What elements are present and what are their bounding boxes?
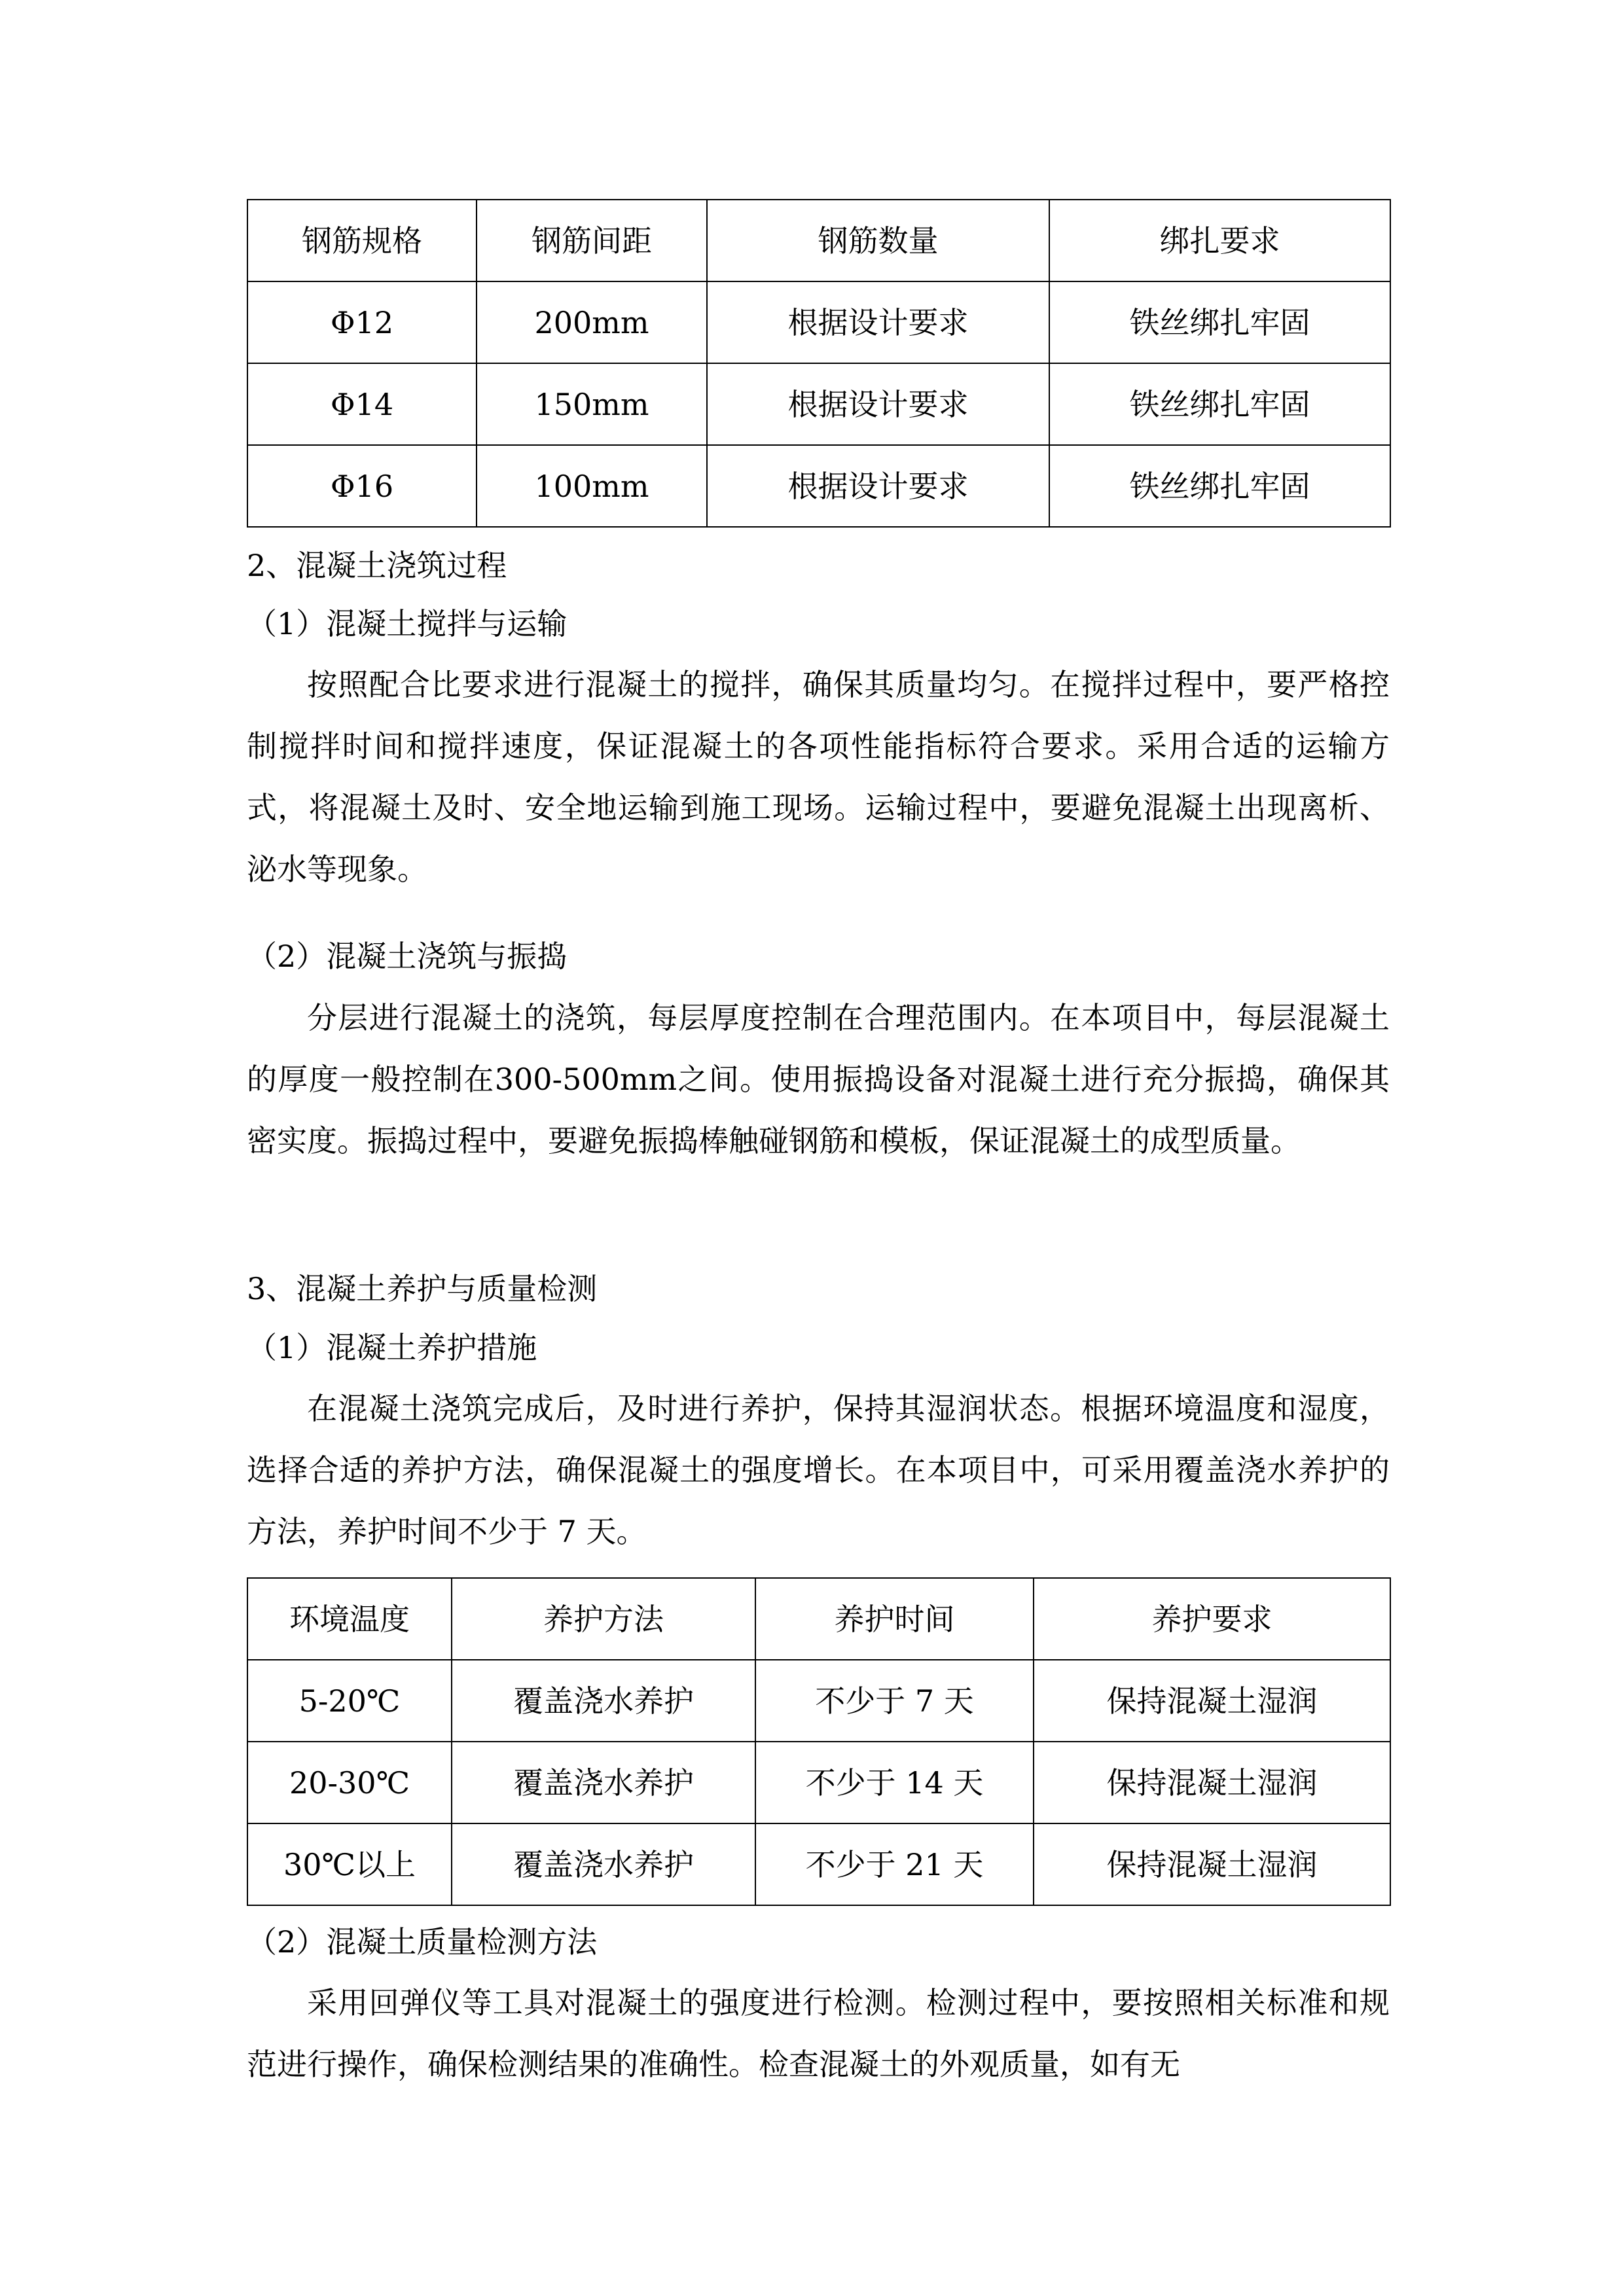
curing-table xyxy=(247,1577,1391,1906)
table-cell: Φ16 xyxy=(247,445,477,527)
table-row xyxy=(247,1660,1390,1742)
table-header-cell: 养护时间 xyxy=(755,1578,1034,1660)
table-cell: 不少于 7 天 xyxy=(755,1660,1034,1742)
table-cell: 根据设计要求 xyxy=(707,445,1049,527)
paragraph-curing: 在混凝土浇筑完成后，及时进行养护，保持其湿润状态。根据环境温度和湿度，选择合适的养护方法，确保混凝土的强度增长。在本项目中，可采用覆盖浇水养护的方法，养护时间不少于 7 天。 xyxy=(247,1391,1390,1549)
paragraph-quality-inspection: 采用回弹仪等工具对混凝土的强度进行检测。检测过程中，要按照相关标准和规范进行操作，确保检测结果的准确性。检查混凝土的外观质量，如有无 xyxy=(247,1985,1390,2082)
table-header-cell: 钢筋间距 xyxy=(477,200,707,281)
table-row xyxy=(247,281,1390,363)
table-cell: 5-20℃ xyxy=(247,1660,452,1742)
table-cell: 20-30℃ xyxy=(247,1742,452,1823)
table-cell: Φ12 xyxy=(247,281,477,363)
section-heading-3: 3、混凝土养护与质量检测 xyxy=(247,1271,598,1306)
paragraph-pouring-vibrating: 分层进行混凝土的浇筑，每层厚度控制在合理范围内。在本项目中，每层混凝土的厚度一般控制在300-500mm之间。使用振捣设备对混凝土进行充分振捣，确保其密实度。振捣过程中，要避免振捣棒触碰钢筋和模板，保证混凝土的成型质量。 xyxy=(247,1000,1390,1158)
table-header-row xyxy=(247,1578,1390,1660)
table-header-row xyxy=(247,200,1390,281)
table-cell: 不少于 14 天 xyxy=(755,1742,1034,1823)
table-cell: 覆盖浇水养护 xyxy=(452,1742,755,1823)
table-row xyxy=(247,363,1390,445)
table-header-cell: 环境温度 xyxy=(247,1578,452,1660)
rebar-spec-table xyxy=(247,199,1391,528)
table-header-cell: 养护要求 xyxy=(1034,1578,1390,1660)
table-cell: 保持混凝土湿润 xyxy=(1034,1823,1390,1905)
table-cell: 铁丝绑扎牢固 xyxy=(1049,445,1390,527)
subsection-heading-2-1: （1）混凝土搅拌与运输 xyxy=(247,606,568,641)
table-cell: 铁丝绑扎牢固 xyxy=(1049,281,1390,363)
table-row xyxy=(247,445,1390,527)
table-cell: 保持混凝土湿润 xyxy=(1034,1742,1390,1823)
table-header-cell: 钢筋数量 xyxy=(707,200,1049,281)
table-cell: 30℃以上 xyxy=(247,1823,452,1905)
table-header-cell: 钢筋规格 xyxy=(247,200,477,281)
paragraph-mixing-transport: 按照配合比要求进行混凝土的搅拌，确保其质量均匀。在搅拌过程中，要严格控制搅拌时间和搅拌速度，保证混凝土的各项性能指标符合要求。采用合适的运输方式，将混凝土及时、安全地运输到施工现场。运输过程中，要避免混凝土出现离析、泌水等现象。 xyxy=(247,667,1390,887)
section-heading-2: 2、混凝土浇筑过程 xyxy=(247,548,507,583)
table-cell: Φ14 xyxy=(247,363,477,445)
table-cell: 覆盖浇水养护 xyxy=(452,1823,755,1905)
subsection-heading-2-2: （2）混凝土浇筑与振捣 xyxy=(247,939,568,974)
table-cell: 150mm xyxy=(477,363,707,445)
table-row xyxy=(247,1742,1390,1823)
table-cell: 200mm xyxy=(477,281,707,363)
table-cell: 铁丝绑扎牢固 xyxy=(1049,363,1390,445)
table-cell: 根据设计要求 xyxy=(707,281,1049,363)
subsection-heading-3-2: （2）混凝土质量检测方法 xyxy=(247,1924,598,1960)
table-header-cell: 绑扎要求 xyxy=(1049,200,1390,281)
table-cell: 保持混凝土湿润 xyxy=(1034,1660,1390,1742)
table-header-cell: 养护方法 xyxy=(452,1578,755,1660)
table-cell: 100mm xyxy=(477,445,707,527)
table-cell: 不少于 21 天 xyxy=(755,1823,1034,1905)
subsection-heading-3-1: （1）混凝土养护措施 xyxy=(247,1330,537,1365)
table-cell: 覆盖浇水养护 xyxy=(452,1660,755,1742)
table-row xyxy=(247,1823,1390,1905)
table-cell: 根据设计要求 xyxy=(707,363,1049,445)
